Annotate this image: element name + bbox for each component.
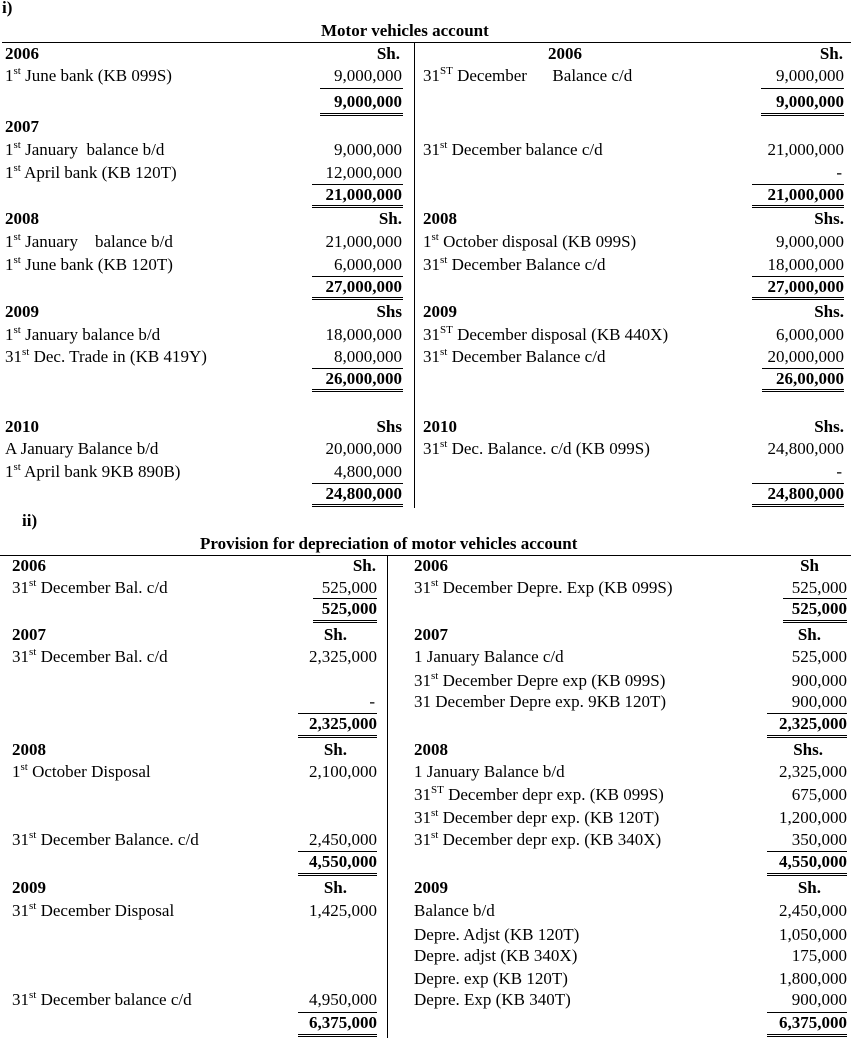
year-heading: 2008 bbox=[414, 740, 448, 759]
year-heading: 2009 bbox=[12, 878, 46, 897]
year-heading: 2006 bbox=[12, 556, 46, 575]
entry-amount: 675,000 bbox=[791, 785, 847, 804]
total-rule bbox=[767, 735, 847, 738]
year-heading: 2008 bbox=[12, 740, 46, 759]
year-heading: 2009 bbox=[423, 302, 457, 321]
account-title: Provision for depreciation of motor vehicles account bbox=[200, 534, 578, 553]
year-heading: 2010 bbox=[5, 417, 39, 436]
total-rule bbox=[783, 620, 847, 623]
entry-amount: 525,000 bbox=[791, 578, 847, 597]
ledger-entry: 31ST December Balance c/d bbox=[423, 65, 633, 85]
unit-heading: Sh. bbox=[323, 878, 347, 897]
year-heading: 2006 bbox=[414, 556, 448, 575]
unit-heading: Sh. bbox=[323, 625, 347, 644]
total-rule bbox=[767, 1034, 847, 1037]
ledger-entry: 1st April bank (KB 120T) bbox=[5, 162, 177, 182]
year-heading: 2008 bbox=[5, 209, 39, 228]
total-amount: 24,800,000 bbox=[325, 484, 402, 503]
total-amount: 6,375,000 bbox=[779, 1013, 847, 1032]
total-rule bbox=[312, 205, 403, 208]
total-amount: 21,000,000 bbox=[325, 185, 402, 204]
entry-amount: 21,000,000 bbox=[767, 140, 844, 159]
section-label: ii) bbox=[22, 511, 38, 530]
total-amount: 4,550,000 bbox=[309, 852, 377, 871]
ledger-entry: 1 January Balance c/d bbox=[414, 647, 564, 666]
total-rule bbox=[312, 504, 403, 507]
entry-amount: 6,000,000 bbox=[334, 255, 402, 274]
ledger-entry: 31st December Balance. c/d bbox=[12, 829, 199, 849]
total-rule bbox=[752, 205, 844, 208]
entry-amount: 1,200,000 bbox=[779, 808, 847, 827]
year-heading: 2008 bbox=[423, 209, 457, 228]
ledger-entry: 31st December Depre exp (KB 099S) bbox=[414, 670, 666, 690]
entry-amount: 4,950,000 bbox=[309, 990, 377, 1009]
ledger-entry: 1st June bank (KB 099S) bbox=[5, 65, 172, 85]
entry-amount: 6,000,000 bbox=[776, 325, 844, 344]
ledger-entry: 31ST December depr exp. (KB 099S) bbox=[414, 784, 664, 804]
ledger-entry: 31st December Depre. Exp (KB 099S) bbox=[414, 577, 673, 597]
total-rule bbox=[761, 113, 844, 116]
total-rule bbox=[313, 620, 377, 623]
year-heading: 2010 bbox=[423, 417, 457, 436]
entry-amount: 21,000,000 bbox=[325, 232, 402, 251]
ledger-entry: 1st October Disposal bbox=[12, 761, 151, 781]
total-rule bbox=[752, 504, 844, 507]
unit-heading: Sh bbox=[800, 556, 819, 575]
entry-amount: 9,000,000 bbox=[776, 232, 844, 251]
ledger-entry: 31st December balance c/d bbox=[423, 139, 603, 159]
total-amount: 2,325,000 bbox=[309, 714, 377, 733]
ledger-entry: 31st December depr exp. (KB 340X) bbox=[414, 829, 662, 849]
nil-dash: - bbox=[369, 692, 375, 711]
unit-heading: Shs bbox=[376, 302, 402, 321]
ledger-entry: 31st December depr exp. (KB 120T) bbox=[414, 807, 660, 827]
nil-dash: - bbox=[836, 163, 842, 182]
year-heading: 2009 bbox=[5, 302, 39, 321]
total-amount: 6,375,000 bbox=[309, 1013, 377, 1032]
unit-heading: Sh. bbox=[819, 44, 843, 63]
ledger-entry: 31st December Balance c/d bbox=[423, 346, 606, 366]
ledger-entry: 1st January balance b/d bbox=[5, 139, 165, 159]
entry-amount: 175,000 bbox=[791, 946, 847, 965]
entry-amount: 2,450,000 bbox=[309, 830, 377, 849]
total-rule bbox=[298, 735, 377, 738]
entry-amount: 900,000 bbox=[791, 671, 847, 690]
entry-amount: 900,000 bbox=[791, 990, 847, 1009]
unit-heading: Shs bbox=[376, 417, 402, 436]
year-heading: 2009 bbox=[414, 878, 448, 897]
ledger-entry: 1st April bank 9KB 890B) bbox=[5, 461, 181, 481]
ledger-entry: Depre. Exp (KB 340T) bbox=[414, 990, 571, 1009]
ledger-entry: 31st Dec. Balance. c/d (KB 099S) bbox=[423, 438, 650, 458]
total-amount: 9,000,000 bbox=[776, 92, 844, 111]
unit-heading: Sh. bbox=[797, 878, 821, 897]
total-amount: 2,325,000 bbox=[779, 714, 847, 733]
entry-amount: 2,450,000 bbox=[779, 901, 847, 920]
ledger-entry: 31st December Bal. c/d bbox=[12, 646, 168, 666]
year-heading: 2006 bbox=[5, 44, 39, 63]
unit-heading: Sh. bbox=[323, 740, 347, 759]
ledger-entry: 31st December Balance c/d bbox=[423, 254, 606, 274]
nil-dash: - bbox=[836, 462, 842, 481]
entry-amount: 24,800,000 bbox=[767, 439, 844, 458]
total-amount: 21,000,000 bbox=[767, 185, 844, 204]
ledger-entry: Depre. adjst (KB 340X) bbox=[414, 946, 578, 965]
total-amount: 525,000 bbox=[791, 599, 847, 618]
unit-heading: Sh. bbox=[797, 625, 821, 644]
total-rule bbox=[312, 297, 403, 300]
unit-heading: Shs. bbox=[793, 740, 823, 759]
ledger-entry: Depre. Adjst (KB 120T) bbox=[414, 925, 580, 944]
total-rule bbox=[320, 113, 403, 116]
total-rule bbox=[298, 873, 377, 876]
entry-amount: 20,000,000 bbox=[325, 439, 402, 458]
unit-heading: Shs. bbox=[814, 209, 844, 228]
entry-amount: 525,000 bbox=[791, 647, 847, 666]
ledger-entry: 31st December Bal. c/d bbox=[12, 577, 168, 597]
ledger-entry: 1st October disposal (KB 099S) bbox=[423, 231, 637, 251]
ledger-entry: Balance b/d bbox=[414, 901, 495, 920]
sum-rule bbox=[761, 88, 844, 89]
total-amount: 26,00,000 bbox=[776, 369, 844, 388]
entry-amount: 2,325,000 bbox=[779, 762, 847, 781]
ledger-divider bbox=[387, 555, 388, 1038]
section-label: i) bbox=[2, 0, 13, 17]
entry-amount: 350,000 bbox=[791, 830, 847, 849]
year-heading: 2007 bbox=[414, 625, 448, 644]
entry-amount: 1,425,000 bbox=[309, 901, 377, 920]
total-amount: 4,550,000 bbox=[779, 852, 847, 871]
ledger-top-rule bbox=[2, 42, 851, 43]
total-amount: 27,000,000 bbox=[325, 277, 402, 296]
total-amount: 9,000,000 bbox=[334, 92, 402, 111]
ledger-entry: A January Balance b/d bbox=[5, 439, 159, 458]
entry-amount: 9,000,000 bbox=[776, 66, 844, 85]
ledger-entry: Depre. exp (KB 120T) bbox=[414, 969, 568, 988]
ledger-entry: 1st January balance b/d bbox=[5, 231, 173, 251]
total-rule bbox=[312, 389, 403, 392]
unit-heading: Shs. bbox=[814, 417, 844, 436]
unit-heading: Sh. bbox=[378, 209, 402, 228]
entry-amount: 9,000,000 bbox=[334, 66, 402, 85]
entry-amount: 4,800,000 bbox=[334, 462, 402, 481]
ledger-entry: 31 December Depre exp. 9KB 120T) bbox=[414, 692, 667, 711]
entry-amount: 9,000,000 bbox=[334, 140, 402, 159]
total-rule bbox=[767, 873, 847, 876]
entry-amount: 8,000,000 bbox=[334, 347, 402, 366]
total-rule bbox=[298, 1034, 377, 1037]
entry-amount: 900,000 bbox=[791, 692, 847, 711]
total-rule bbox=[762, 389, 844, 392]
total-amount: 525,000 bbox=[321, 599, 377, 618]
ledger-entry: 1st June bank (KB 120T) bbox=[5, 254, 173, 274]
sum-rule bbox=[320, 88, 403, 89]
ledger-entry: 31ST December disposal (KB 440X) bbox=[423, 324, 669, 344]
entry-amount: 2,100,000 bbox=[309, 762, 377, 781]
year-heading: 2007 bbox=[5, 117, 39, 136]
ledger-entry: 31st December Disposal bbox=[12, 900, 175, 920]
entry-amount: 2,325,000 bbox=[309, 647, 377, 666]
total-amount: 27,000,000 bbox=[767, 277, 844, 296]
unit-heading: Sh. bbox=[352, 556, 376, 575]
entry-amount: 525,000 bbox=[321, 578, 377, 597]
total-amount: 26,000,000 bbox=[325, 369, 402, 388]
ledger-entry: 1 January Balance b/d bbox=[414, 762, 565, 781]
entry-amount: 18,000,000 bbox=[325, 325, 402, 344]
account-title: Motor vehicles account bbox=[321, 21, 489, 40]
entry-amount: 1,800,000 bbox=[779, 969, 847, 988]
year-heading: 2006 bbox=[548, 44, 582, 63]
unit-heading: Sh. bbox=[376, 44, 400, 63]
ledger-entry: 31st December balance c/d bbox=[12, 989, 192, 1009]
entry-amount: 20,000,000 bbox=[767, 347, 844, 366]
entry-amount: 1,050,000 bbox=[779, 925, 847, 944]
unit-heading: Shs. bbox=[814, 302, 844, 321]
entry-amount: 18,000,000 bbox=[767, 255, 844, 274]
entry-amount: 12,000,000 bbox=[325, 163, 402, 182]
total-amount: 24,800,000 bbox=[767, 484, 844, 503]
ledger-entry: 1st January balance b/d bbox=[5, 324, 161, 344]
year-heading: 2007 bbox=[12, 625, 46, 644]
total-rule bbox=[752, 297, 844, 300]
ledger-divider bbox=[414, 42, 415, 508]
ledger-entry: 31st Dec. Trade in (KB 419Y) bbox=[5, 346, 207, 366]
